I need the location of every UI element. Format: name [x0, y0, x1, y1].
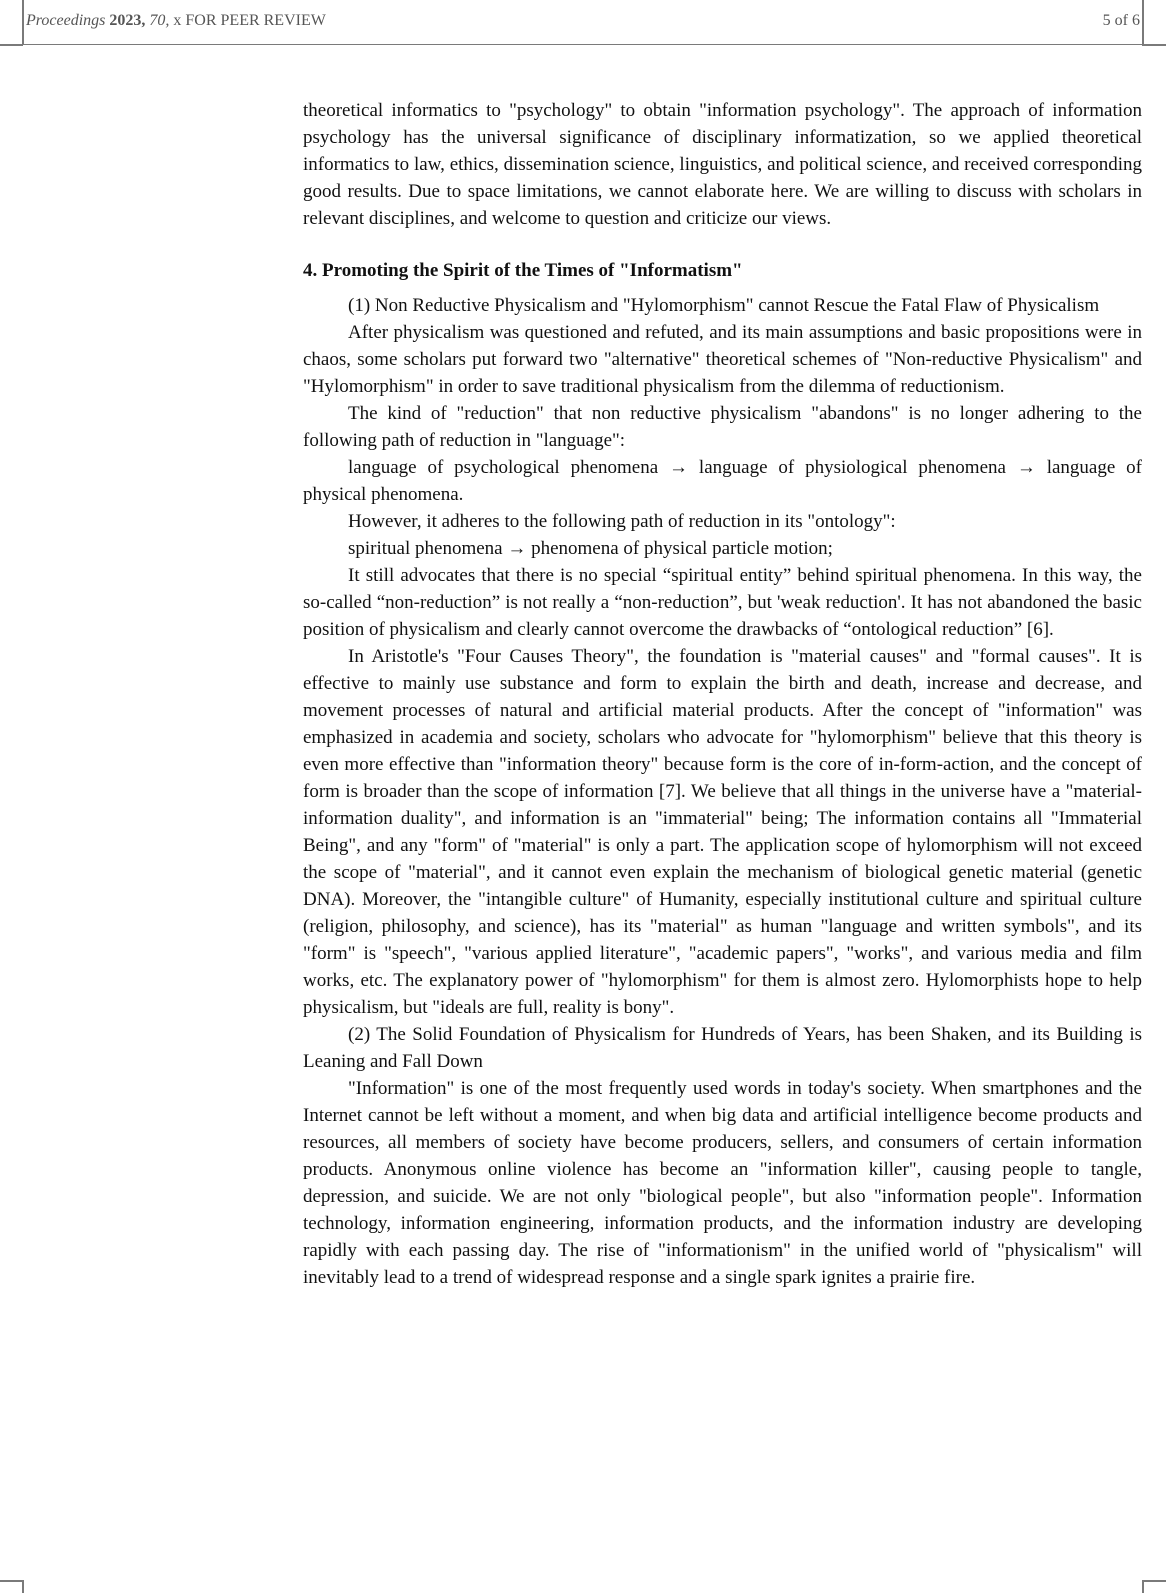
page-number: 5 of 6 — [1102, 12, 1140, 29]
paragraph: The kind of "reduction" that non reductive physicalism "abandons" is no longer adhering to the following path of reduction in "language": — [303, 403, 1142, 451]
article-number: x — [173, 12, 182, 29]
reduction-path-ontology: spiritual phenomena → phenomena of physical particle motion; — [348, 538, 833, 559]
paragraph: "Information" is one of the most frequently used words in today's society. When smartphones and the Internet cannot be left without a moment, and when big data and artificial intelligence become products and resources, all members of society have become producers, sellers, and consumers of certain information products. Anonymous online violence has become an "information killer", causing people to tangle, depression, and suicide. We are not only "biological people", but also "information people". Information technology, information engineering, information products, and the information industry are developing rapidly with each passing day. The rise of "informationism" in the unified world of "physicalism" will inevitably lead to a trend of widespread response and a single spark ignites a prairie fire. — [303, 1078, 1142, 1288]
paragraph: After physicalism was questioned and refuted, and its main assumptions and basic propositions were in chaos, some scholars put forward two "alternative" theoretical schemes of "Non-reductive Physicalism" and "Hylomorphism" in order to save traditional physicalism from the dilemma of reductionism. — [303, 322, 1142, 397]
paragraph: It still advocates that there is no special “spiritual entity” behind spiritual phenomena. In this way, the so-called “non-reduction” is not really a “non-reduction”, but 'weak reduction'. It has not abandoned the basic position of physicalism and clearly cannot overcome the drawbacks of “ontological reduction” [6]. — [303, 565, 1142, 640]
crop-mark-bottom-left — [22, 1580, 24, 1593]
subsection-heading-1: (1) Non Reductive Physicalism and "Hylomorphism" cannot Rescue the Fatal Flaw of Physicalism — [348, 295, 1100, 316]
paragraph: However, it adheres to the following path of reduction in its "ontology": — [348, 511, 896, 532]
running-header — [26, 12, 326, 30]
crop-mark-bottom-left-h — [0, 1580, 23, 1582]
page-body — [303, 97, 1142, 1291]
crop-mark-top-right-h — [1142, 44, 1166, 46]
header-rule — [22, 44, 1144, 45]
journal-year: 2023, — [109, 12, 146, 29]
crop-mark-bottom-right-h — [1142, 1580, 1166, 1582]
crop-mark-top-left-h — [0, 44, 23, 46]
page-header — [0, 0, 1166, 45]
journal-name: Proceedings — [26, 12, 106, 29]
crop-mark-top-left — [22, 0, 24, 45]
crop-mark-top-right — [1142, 0, 1144, 45]
paragraph: In Aristotle's "Four Causes Theory", the foundation is "material causes" and "formal causes". It is effective to mainly use substance and form to explain the birth and death, increase and decrease, and movement processes of natural and artificial material products. After the concept of "information" was emphasized in academia and society, scholars who advocate for "hylomorphism" believe that this theory is even more effective than "information theory" because form is the core of in-form-action, and the concept of form is broader than the scope of information [7]. We believe that all things in the universe have a "material-information duality", and information is an "immaterial" being; The information contains all "Immaterial Being", and any "form" of "material" is only a part. The application scope of hylomorphism will not exceed the scope of "material", and it cannot even explain the mechanism of biological genetic material (genetic DNA). Moreover, the "intangible culture" of Humanity, especially institutional culture and spiritual culture (religion, philosophy, and science), has its "material" as human "language and written symbols", and its "form" is "speech", "various applied literature", "academic papers", "works", and various media and film works, etc. The explanatory power of "hylomorphism" for them is almost zero. Hylomorphists hope to help physicalism, but "ideals are full, reality is bony". — [303, 646, 1142, 1018]
paragraph-continued: theoretical informatics to "psychology" to obtain "information psychology". The approach of information psychology has the universal significance of disciplinary informatization, so we applied theoretical informatics to law, ethics, dissemination science, linguistics, and political science, and received corresponding good results. Due to space limitations, we cannot elaborate here. We are willing to discuss with scholars in relevant disciplines, and welcome to question and criticize our views. — [303, 100, 1142, 229]
review-note: FOR PEER REVIEW — [185, 12, 326, 29]
section-heading: 4. Promoting the Spirit of the Times of "Informatism" — [303, 260, 743, 281]
crop-mark-bottom-right — [1142, 1580, 1144, 1593]
reduction-path-language: language of psychological phenomena → language of physiological phenomena → language of physical phenomena. — [303, 457, 1142, 505]
journal-volume: 70, — [149, 12, 170, 29]
subsection-heading-2: (2) The Solid Foundation of Physicalism for Hundreds of Years, has been Shaken, and its Building is Leaning and Fall Down — [303, 1024, 1142, 1072]
